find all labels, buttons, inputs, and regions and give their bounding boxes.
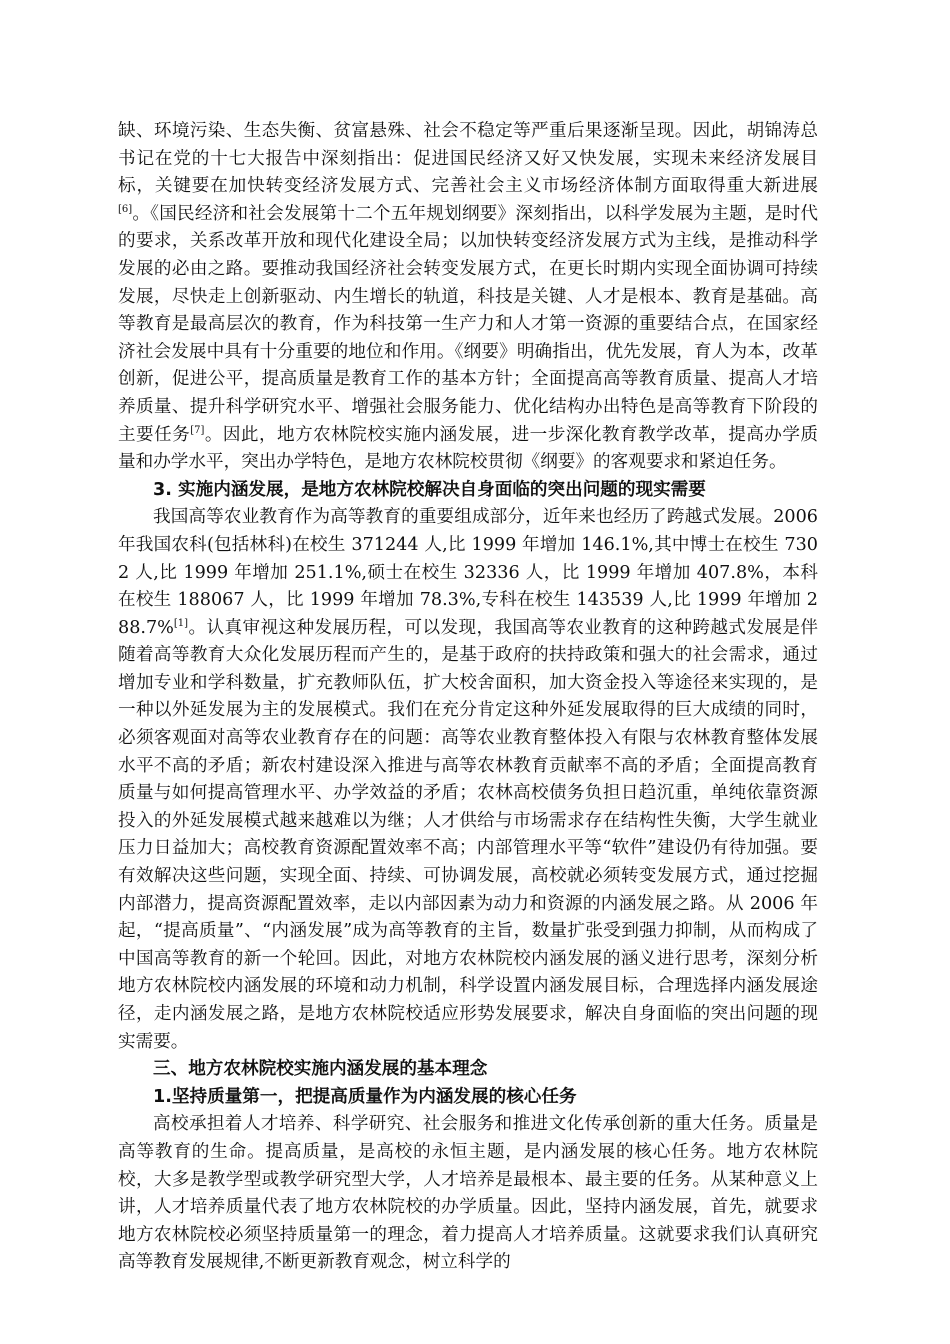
text-run: 3. 实施内涵发展，是地方农林院校解决自身面临的突出问题的现实需要 xyxy=(153,479,706,500)
text-run: 高校承担着人才培养、科学研究、社会服务和推进文化传承创新的重大任务。质量是高等教育的生命。提高质量，是高校的永恒主题，是内涵发展的核心任务。地方农林院校，大多是教学型或教学研究型大学，人才培养是最根本、最主要的任务。从某种意义上讲，人才培养质量代表了地方农林院校的办学质量。因此，坚持内涵发展，首先，就要求地方农林院校必须坚持质量第一的理念，着力提高人才培养质量。这就要求我们认真研究高等教育发展规律,不断更新教育观念，树立科学的 xyxy=(118,1114,818,1273)
citation-marker: [7] xyxy=(190,424,205,436)
citation-marker: [1] xyxy=(173,617,189,629)
body-paragraph xyxy=(118,504,818,1056)
citation-marker: [6] xyxy=(118,203,133,215)
document-page xyxy=(118,118,818,1277)
text-run: 。因此，地方农林院校实施内涵发展，进一步深化教育教学改革，提高办学质量和办学水平，突出办学特色，是地方农林院校贯彻《纲要》的客观要求和紧迫任务。 xyxy=(118,424,818,473)
section-heading xyxy=(118,1084,818,1112)
body-paragraph xyxy=(118,118,818,477)
text-run: 。认真审视这种发展历程，可以发现，我国高等农业教育的这种跨越式发展是伴随着高等教育大众化发展历程而产生的，是基于政府的扶持政策和强大的社会需求，通过增加专业和学科数量，扩充教师队伍，扩大校舍面积，加大资金投入等途径来实现的，是一种以外延发展为主的发展模式。我们在充分肯定这种外延发展取得的巨大成绩的同时，必须客观面对高等农业教育存在的问题：高等农业教育整体投入有限与农林教育整体发展水平不高的矛盾；新农村建设深入推进与高等农林教育贡献率不高的矛盾；全面提高教育质量与如何提高管理水平、办学效益的矛盾；农林高校债务负担日趋沉重，单纯依靠资源投入的外延发展模式越来越难以为继；人才供给与市场需求存在结构性失衡，大学生就业压力日益加大；高校教育资源配置效率不高；内部管理水平等“软件”建设仍有待加强。要有效解决这些问题，实现全面、持续、可协调发展，高校就必须转变发展方式，通过挖掘内部潜力，提高资源配置效率，走以内部因素为动力和资源的内涵发展之路。从 2006 年起，“提高质量”、“内涵发展”成为高等教育的主旨，数量扩张受到强力抑制，从而构成了中国高等教育的新一个轮回。因此，对地方农林院校内涵发展的涵义进行思考，深刻分析地方农林院校内涵发展的环境和动力机制，科学设置内涵发展目标，合理选择内涵发展途径，走内涵发展之路，是地方农林院校适应形势发展要求，解决自身面临的突出问题的现实需要。 xyxy=(118,617,818,1052)
text-run: 三、地方农林院校实施内涵发展的基本理念 xyxy=(153,1059,488,1080)
body-paragraph xyxy=(118,1111,818,1277)
section-heading xyxy=(118,1056,818,1084)
text-run: 1.坚持质量第一，把提高质量作为内涵发展的核心任务 xyxy=(153,1086,577,1107)
section-heading xyxy=(118,477,818,505)
text-run: 。《国民经济和社会发展第十二个五年规划纲要》深刻指出，以科学发展为主题，是时代的要求，关系改革开放和现代化建设全局；以加快转变经济发展方式为主线，是推动科学发展的必由之路。要推动我国经济社会转变发展方式，在更长时期内实现全面协调可持续发展，尽快走上创新驱动、内生增长的轨道，科技是关键、人才是根本、教育是基础。高等教育是最高层次的教育，作为科技第一生产力和人才第一资源的重要结合点，在国家经济社会发展中具有十分重要的地位和作用。《纲要》明确指出，优先发展，育人为本，改革创新，促进公平，提高质量是教育工作的基本方针；全面提高高等教育质量、提高人才培养质量、提升科学研究水平、增强社会服务能力、优化结构办出特色是高等教育下阶段的主要任务 xyxy=(118,203,818,445)
text-run: 我国高等农业教育作为高等教育的重要组成部分，近年来也经历了跨越式发展。2006 年我国农科(包括林科)在校生 371244 人,比 1999 年增加 146.1%,其中博士在校生 7302 人,比 1999 年增加 251.1%,硕士在校生 32336 人，比 1999 年增加 407.8%，本科在校生 188067 人，比 1999 年增加 78.3%,专科在校生 143539 人,比 1999 年增加 288.7% xyxy=(118,507,818,638)
text-run: 缺、环境污染、生态失衡、贫富悬殊、社会不稳定等严重后果逐渐呈现。因此，胡锦涛总书记在党的十七大报告中深刻指出：促进国民经济又好又快发展，实现未来经济发展目标，关键要在加快转变经济发展方式、完善社会主义市场经济体制方面取得重大新进展 xyxy=(118,121,818,197)
